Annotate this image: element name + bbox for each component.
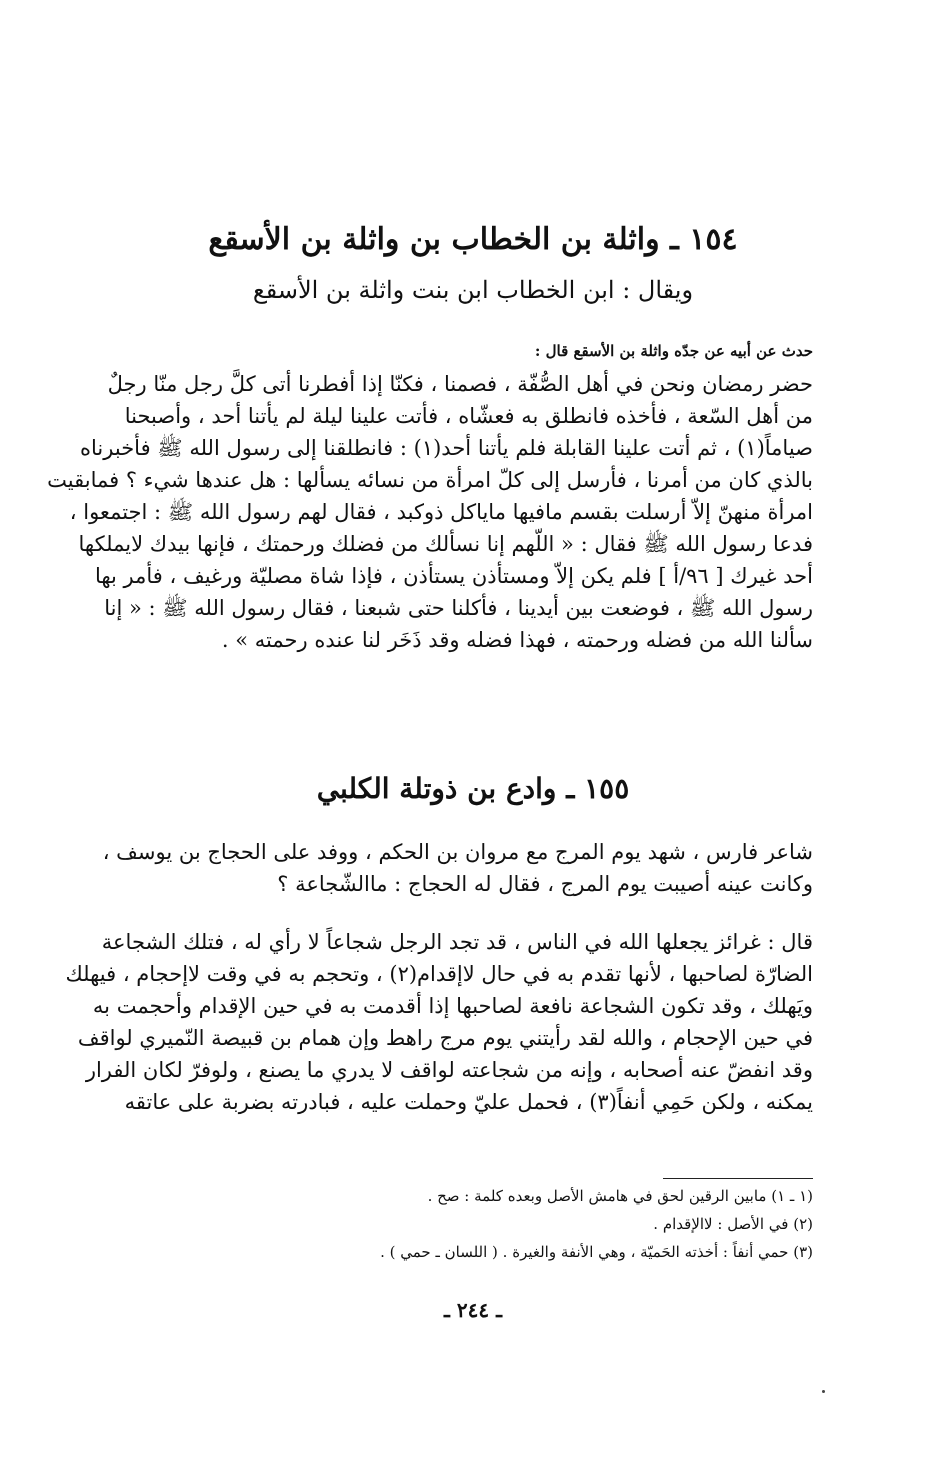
body-line: فدعا رسول الله ﷺ فقال : « اللّهم إنا نسألك من فضلك ورحمتك ، فإنها بيدك لايملكها <box>78 532 813 556</box>
entry-154-title: ١٥٤ ـ واثلة بن الخطاب بن واثلة بن الأسقع <box>208 222 738 257</box>
entry-154-isnad <box>133 340 813 362</box>
footnote: (١ ـ ١) مابين الرقين لحق في هامش الأصل وبعده كلمة : صح . <box>427 1187 813 1205</box>
isnad-text: حدث عن أبيه عن جدّه واثلة بن الأسقع قال : <box>534 342 813 360</box>
footnote-separator <box>663 1178 813 1179</box>
page-number-block <box>133 1298 813 1322</box>
body-line: امرأة منهنّ إلاّ أرسلت بقسم مافيها ماياكل ذوكبد ، فقال لهم رسول الله ﷺ : اجتمعوا ، <box>69 500 813 524</box>
body-line: شاعر فارس ، شهد يوم المرج مع مروان بن الحكم ، ووفد على الحجاج بن يوسف ، <box>102 840 813 864</box>
footnotes <box>133 1182 813 1266</box>
footnote: (٣) حمي أنفاً : أخذته الحَميّة ، وهي الأنفة والغيرة . ( اللسان ـ حمي ) . <box>380 1243 813 1261</box>
body-line: رسول الله ﷺ ، فوضعت بين أيدينا ، فأكلنا حتى شبعنا ، فقال رسول الله ﷺ : « إنا <box>104 596 813 620</box>
entry-154-subtitle: ويقال : ابن الخطاب ابن بنت واثلة بن الأسقع <box>252 276 694 304</box>
body-line: صياماً(١) ، ثم أتت علينا القابلة فلم يأتنا أحد(١) : فانطلقنا إلى رسول الله ﷺ فأخبرناه <box>80 436 813 460</box>
body-line: يمكنه ، ولكن حَمِي أنفاً(٣) ، فحمل عليّ وحملت عليه ، فبادرته بضربة على عاتقه <box>124 1090 813 1114</box>
entry-154-body <box>47 368 813 656</box>
body-line: وقد انفضّ عنه أصحابه ، وإنه من شجاعته لواقف لا يدري ما يصنع ، ولوفرّ لكان الفرار <box>85 1058 813 1082</box>
footnote: (٢) في الأصل : لاالإقدام . <box>653 1215 813 1233</box>
entry-155-answer <box>65 926 813 1118</box>
body-line: الضارّة لصاحبها ، لأنها تقدم به في حال لاإقدام(٢) ، وتحجم به في وقت لاإحجام ، فيهلك <box>65 962 813 986</box>
body-line: قال : غرائز يجعلها الله في الناس ، قد تجد الرجل شجاعاً لا رأي له ، فتلك الشجاعة <box>101 930 813 954</box>
entry-154-heading <box>133 222 813 257</box>
entry-155-heading <box>133 772 813 805</box>
entry-154-subheading <box>133 276 813 304</box>
entry-155-title: ١٥٥ ـ وادع بن ذوتلة الكلبي <box>316 772 630 805</box>
body-line: حضر رمضان ونحن في أهل الصُّفّة ، فصمنا ، فكنّا إذا أفطرنا أتى كلَّ رجل منّا رجلٌ <box>107 372 813 396</box>
body-line: سألنا الله من فضله ورحمته ، فهذا فضله وقد ذَخَر لنا عنده رحمته » . <box>221 628 813 652</box>
page-number: ـ ٢٤٤ ـ <box>444 1298 502 1322</box>
body-line: ويَهلك ، وقد تكون الشجاعة نافعة لصاحبها إذا أقدمت به في حين الإقدام وأحجمت به <box>92 994 813 1018</box>
body-line: من أهل السّعة ، فأخذه فانطلق به فعشّاه ، فأتت علينا ليلة لم يأتنا أحد ، وأصبحنا <box>124 404 813 428</box>
entry-155-intro <box>102 836 813 900</box>
scan-speck <box>822 1390 825 1393</box>
body-line: أحد غيرك [ ٩٦/أ ] فلم يكن إلاّ ومستأذن يستأذن ، فإذا شاة مصليّة ورغيف ، فأمر بها <box>94 564 813 588</box>
body-line: بالذي كان من أمرنا ، فأرسل إلى كلّ امرأة من نسائه يسألها : هل عندها شيء ؟ فمابقيت <box>47 468 813 492</box>
body-line: في حين الإحجام ، والله لقد رأيتني يوم مرج راهط وإن همام بن قبيصة النّميري لواقف <box>77 1026 813 1050</box>
body-line: وكانت عينه أصيبت يوم المرج ، فقال له الحجاج : ماالشّجاعة ؟ <box>277 872 813 896</box>
